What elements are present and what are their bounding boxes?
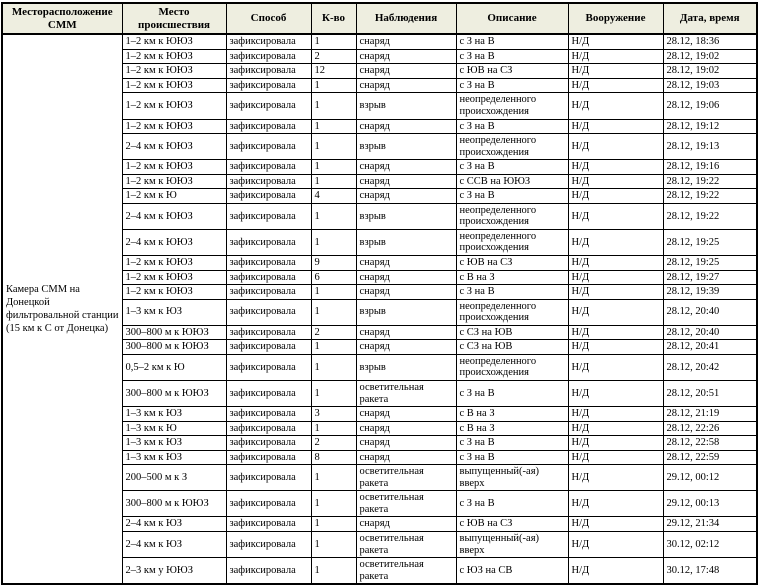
cell-description: с З на В [456,189,568,204]
location-cell: Камера СММ на Донецкой фильтровальной станции (15 км к С от Донецка) [2,34,122,584]
cell-description: с З на В [456,49,568,64]
cell-method: зафиксировала [226,407,311,422]
cell-method: зафиксировала [226,325,311,340]
cell-datetime: 28.12, 20:41 [663,340,757,355]
cell-place: 1–3 км к ЮЗ [122,436,226,451]
cell-description: с З на В [456,119,568,134]
cell-count: 6 [311,270,356,285]
cell-method: зафиксировала [226,119,311,134]
cell-armament: Н/Д [568,531,663,557]
cell-method: зафиксировала [226,93,311,119]
cell-place: 2–4 км к ЮЗ [122,517,226,532]
cell-armament: Н/Д [568,160,663,175]
cell-place: 1–2 км к ЮЮЗ [122,285,226,300]
cell-observation: снаряд [356,517,456,532]
column-header-observation: Наблюдения [356,3,456,34]
cell-observation: осветительная ракета [356,491,456,517]
cell-count: 1 [311,229,356,255]
cell-description: с ЮЗ на СВ [456,558,568,585]
header-row [2,3,757,34]
cell-count: 2 [311,436,356,451]
cell-count: 1 [311,558,356,585]
cell-datetime: 28.12, 19:02 [663,49,757,64]
cell-observation: снаряд [356,270,456,285]
cell-description: с В на З [456,270,568,285]
cell-datetime: 28.12, 19:03 [663,78,757,93]
cell-armament: Н/Д [568,354,663,380]
cell-count: 12 [311,64,356,79]
column-header-location: Месторасположение СММ [2,3,122,34]
cell-method: зафиксировала [226,517,311,532]
cell-observation: снаряд [356,64,456,79]
cell-armament: Н/Д [568,407,663,422]
cell-description: с В на З [456,407,568,422]
cell-datetime: 30.12, 02:12 [663,531,757,557]
cell-place: 1–2 км к ЮЮЗ [122,34,226,49]
observation-table [1,2,758,585]
cell-method: зафиксировала [226,285,311,300]
cell-observation: взрыв [356,134,456,160]
cell-observation: взрыв [356,93,456,119]
cell-observation: взрыв [356,354,456,380]
cell-datetime: 29.12, 00:12 [663,465,757,491]
cell-count: 1 [311,119,356,134]
cell-description: с З на В [456,380,568,406]
cell-observation: снаряд [356,189,456,204]
cell-datetime: 28.12, 19:25 [663,256,757,271]
cell-armament: Н/Д [568,229,663,255]
cell-description: с З на В [456,160,568,175]
cell-datetime: 28.12, 19:39 [663,285,757,300]
cell-description: неопределенного происхождения [456,354,568,380]
cell-datetime: 29.12, 21:34 [663,517,757,532]
cell-method: зафиксировала [226,450,311,465]
cell-place: 1–2 км к ЮЮЗ [122,93,226,119]
cell-method: зафиксировала [226,49,311,64]
cell-count: 1 [311,93,356,119]
cell-method: зафиксировала [226,270,311,285]
cell-datetime: 28.12, 19:27 [663,270,757,285]
cell-method: зафиксировала [226,203,311,229]
cell-place: 300–800 м к ЮЮЗ [122,380,226,406]
cell-place: 300–800 м к ЮЮЗ [122,340,226,355]
cell-method: зафиксировала [226,64,311,79]
cell-place: 0,5–2 км к Ю [122,354,226,380]
cell-place: 1–2 км к ЮЮЗ [122,160,226,175]
cell-place: 1–3 км к ЮЗ [122,407,226,422]
cell-armament: Н/Д [568,299,663,325]
cell-description: неопределенного происхождения [456,229,568,255]
cell-datetime: 28.12, 19:22 [663,174,757,189]
cell-armament: Н/Д [568,491,663,517]
cell-place: 1–2 км к ЮЮЗ [122,49,226,64]
cell-description: с ЮВ на СЗ [456,64,568,79]
cell-armament: Н/Д [568,517,663,532]
cell-place: 1–2 км к ЮЮЗ [122,64,226,79]
table-row [2,34,757,49]
cell-datetime: 28.12, 18:36 [663,34,757,49]
cell-description: с ЮВ на СЗ [456,517,568,532]
cell-datetime: 28.12, 19:02 [663,64,757,79]
cell-observation: снаряд [356,285,456,300]
cell-count: 1 [311,78,356,93]
cell-armament: Н/Д [568,270,663,285]
cell-datetime: 28.12, 19:22 [663,189,757,204]
cell-armament: Н/Д [568,34,663,49]
cell-armament: Н/Д [568,174,663,189]
cell-description: с З на В [456,491,568,517]
cell-armament: Н/Д [568,465,663,491]
cell-method: зафиксировала [226,229,311,255]
cell-count: 8 [311,450,356,465]
cell-armament: Н/Д [568,450,663,465]
cell-place: 1–2 км к ЮЮЗ [122,174,226,189]
cell-method: зафиксировала [226,78,311,93]
cell-armament: Н/Д [568,421,663,436]
cell-place: 2–3 км у ЮЮЗ [122,558,226,585]
cell-description: с З на В [456,285,568,300]
cell-armament: Н/Д [568,285,663,300]
cell-count: 1 [311,340,356,355]
cell-observation: осветительная ракета [356,558,456,585]
cell-description: с З на В [456,34,568,49]
cell-observation: снаряд [356,34,456,49]
cell-count: 1 [311,299,356,325]
table-body [2,34,757,584]
cell-datetime: 28.12, 21:19 [663,407,757,422]
cell-datetime: 28.12, 19:16 [663,160,757,175]
cell-description: с ЮВ на СЗ [456,256,568,271]
cell-armament: Н/Д [568,189,663,204]
cell-observation: снаряд [356,78,456,93]
cell-method: зафиксировала [226,421,311,436]
cell-method: зафиксировала [226,256,311,271]
cell-observation: снаряд [356,436,456,451]
cell-count: 1 [311,203,356,229]
cell-method: зафиксировала [226,354,311,380]
column-header-armament: Вооружение [568,3,663,34]
cell-observation: снаряд [356,160,456,175]
cell-datetime: 28.12, 20:51 [663,380,757,406]
cell-count: 4 [311,189,356,204]
cell-observation: снаряд [356,119,456,134]
cell-place: 1–2 км к Ю [122,189,226,204]
cell-datetime: 28.12, 20:42 [663,354,757,380]
cell-count: 1 [311,531,356,557]
cell-place: 1–2 км к ЮЮЗ [122,270,226,285]
cell-method: зафиксировала [226,558,311,585]
cell-armament: Н/Д [568,325,663,340]
cell-datetime: 28.12, 19:12 [663,119,757,134]
cell-armament: Н/Д [568,78,663,93]
cell-observation: взрыв [356,299,456,325]
cell-observation: осветительная ракета [356,531,456,557]
cell-description: выпущенный(-ая) вверх [456,531,568,557]
cell-datetime: 29.12, 00:13 [663,491,757,517]
cell-method: зафиксировала [226,160,311,175]
cell-observation: осветительная ракета [356,380,456,406]
cell-place: 1–2 км к ЮЮЗ [122,119,226,134]
cell-description: неопределенного происхождения [456,299,568,325]
cell-datetime: 28.12, 19:25 [663,229,757,255]
cell-method: зафиксировала [226,34,311,49]
cell-count: 1 [311,465,356,491]
cell-description: с СЗ на ЮВ [456,325,568,340]
cell-place: 300–800 м к ЮЮЗ [122,325,226,340]
cell-observation: снаряд [356,421,456,436]
cell-place: 200–500 м к З [122,465,226,491]
cell-description: с З на В [456,436,568,451]
cell-count: 2 [311,49,356,64]
cell-count: 1 [311,34,356,49]
cell-method: зафиксировала [226,531,311,557]
cell-method: зафиксировала [226,134,311,160]
cell-place: 1–3 км к ЮЗ [122,299,226,325]
cell-armament: Н/Д [568,340,663,355]
cell-observation: снаряд [356,256,456,271]
cell-description: неопределенного происхождения [456,203,568,229]
cell-datetime: 28.12, 22:59 [663,450,757,465]
cell-armament: Н/Д [568,203,663,229]
cell-count: 1 [311,380,356,406]
cell-count: 1 [311,491,356,517]
cell-count: 1 [311,421,356,436]
cell-observation: снаряд [356,325,456,340]
cell-armament: Н/Д [568,93,663,119]
cell-count: 9 [311,256,356,271]
cell-count: 1 [311,517,356,532]
cell-datetime: 28.12, 19:13 [663,134,757,160]
cell-datetime: 28.12, 19:06 [663,93,757,119]
cell-observation: снаряд [356,450,456,465]
column-header-count: К-во [311,3,356,34]
cell-armament: Н/Д [568,558,663,585]
cell-observation: снаряд [356,49,456,64]
cell-armament: Н/Д [568,49,663,64]
cell-method: зафиксировала [226,189,311,204]
column-header-method: Способ [226,3,311,34]
cell-observation: взрыв [356,203,456,229]
column-header-place: Место происшествия [122,3,226,34]
cell-armament: Н/Д [568,256,663,271]
cell-place: 1–2 км к ЮЮЗ [122,78,226,93]
cell-count: 1 [311,354,356,380]
cell-count: 1 [311,134,356,160]
cell-description: с СЗ на ЮВ [456,340,568,355]
cell-method: зафиксировала [226,465,311,491]
cell-place: 2–4 км к ЮЮЗ [122,203,226,229]
cell-description: с В на З [456,421,568,436]
cell-armament: Н/Д [568,436,663,451]
cell-observation: взрыв [356,229,456,255]
cell-description: неопределенного происхождения [456,93,568,119]
cell-datetime: 30.12, 17:48 [663,558,757,585]
cell-place: 2–4 км к ЮЗ [122,531,226,557]
cell-observation: снаряд [356,340,456,355]
column-header-datetime: Дата, время [663,3,757,34]
cell-method: зафиксировала [226,174,311,189]
cell-datetime: 28.12, 20:40 [663,299,757,325]
cell-place: 1–2 км к ЮЮЗ [122,256,226,271]
cell-description: неопределенного происхождения [456,134,568,160]
cell-method: зафиксировала [226,340,311,355]
column-header-description: Описание [456,3,568,34]
cell-description: с ССВ на ЮЮЗ [456,174,568,189]
cell-method: зафиксировала [226,491,311,517]
cell-place: 2–4 км к ЮЮЗ [122,134,226,160]
cell-observation: снаряд [356,174,456,189]
cell-place: 1–3 км к Ю [122,421,226,436]
cell-count: 1 [311,174,356,189]
cell-datetime: 28.12, 19:22 [663,203,757,229]
cell-datetime: 28.12, 22:58 [663,436,757,451]
cell-armament: Н/Д [568,134,663,160]
cell-place: 300–800 м к ЮЮЗ [122,491,226,517]
cell-count: 3 [311,407,356,422]
cell-description: с З на В [456,450,568,465]
cell-count: 1 [311,160,356,175]
cell-count: 1 [311,285,356,300]
cell-method: зафиксировала [226,299,311,325]
cell-description: выпущенный(-ая) вверх [456,465,568,491]
cell-count: 2 [311,325,356,340]
cell-description: с З на В [456,78,568,93]
cell-place: 2–4 км к ЮЮЗ [122,229,226,255]
cell-armament: Н/Д [568,119,663,134]
cell-datetime: 28.12, 20:40 [663,325,757,340]
cell-observation: осветительная ракета [356,465,456,491]
cell-place: 1–3 км к ЮЗ [122,450,226,465]
cell-method: зафиксировала [226,436,311,451]
cell-datetime: 28.12, 22:26 [663,421,757,436]
cell-observation: снаряд [356,407,456,422]
cell-armament: Н/Д [568,380,663,406]
cell-armament: Н/Д [568,64,663,79]
cell-method: зафиксировала [226,380,311,406]
